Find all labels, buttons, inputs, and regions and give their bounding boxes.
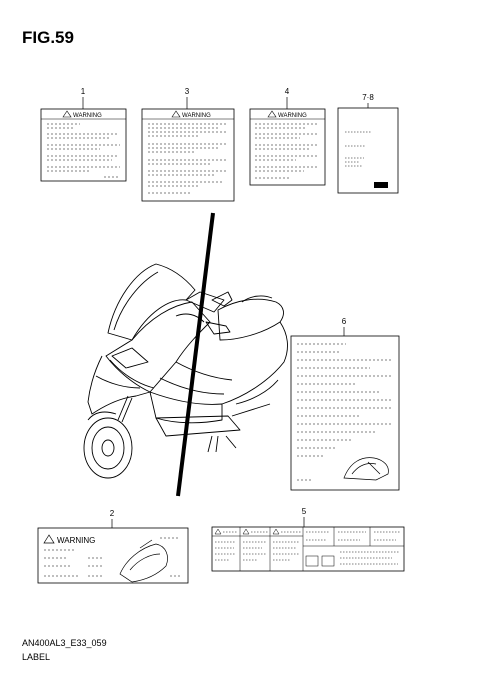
label-4-heading: WARNING xyxy=(278,113,307,119)
label-7-8[interactable] xyxy=(338,93,398,193)
label-4-number: 4 xyxy=(284,87,290,96)
label-1-number: 1 xyxy=(80,87,86,96)
label-3-sticker xyxy=(142,109,234,201)
label-5[interactable] xyxy=(212,507,404,571)
label-6-number: 6 xyxy=(341,317,347,326)
label-2[interactable] xyxy=(38,509,188,583)
figure-name: LABEL xyxy=(22,652,51,662)
label-1[interactable] xyxy=(41,87,126,181)
label-7-8-sticker xyxy=(338,108,398,193)
label-4-sticker xyxy=(250,109,325,185)
label-3-number: 3 xyxy=(184,87,190,96)
label-6[interactable] xyxy=(291,317,399,490)
label-3[interactable] xyxy=(142,87,234,201)
leader-line-thick xyxy=(178,213,213,496)
figure-code: AN400AL3_E33_059 xyxy=(22,638,107,648)
label-2-heading: WARNING xyxy=(57,536,96,545)
label-5-number: 5 xyxy=(301,507,307,516)
label-7-8-number: 7·8 xyxy=(362,93,374,102)
label-3-heading: WARNING xyxy=(182,113,211,119)
label-2-number: 2 xyxy=(109,509,115,518)
figure-title: FIG.59 xyxy=(22,28,74,47)
label-4[interactable] xyxy=(250,87,325,185)
label-6-sticker xyxy=(291,336,399,490)
label-7-8-logo xyxy=(374,182,388,188)
label-5-sticker xyxy=(212,527,404,571)
label-1-heading: WARNING xyxy=(73,113,102,119)
